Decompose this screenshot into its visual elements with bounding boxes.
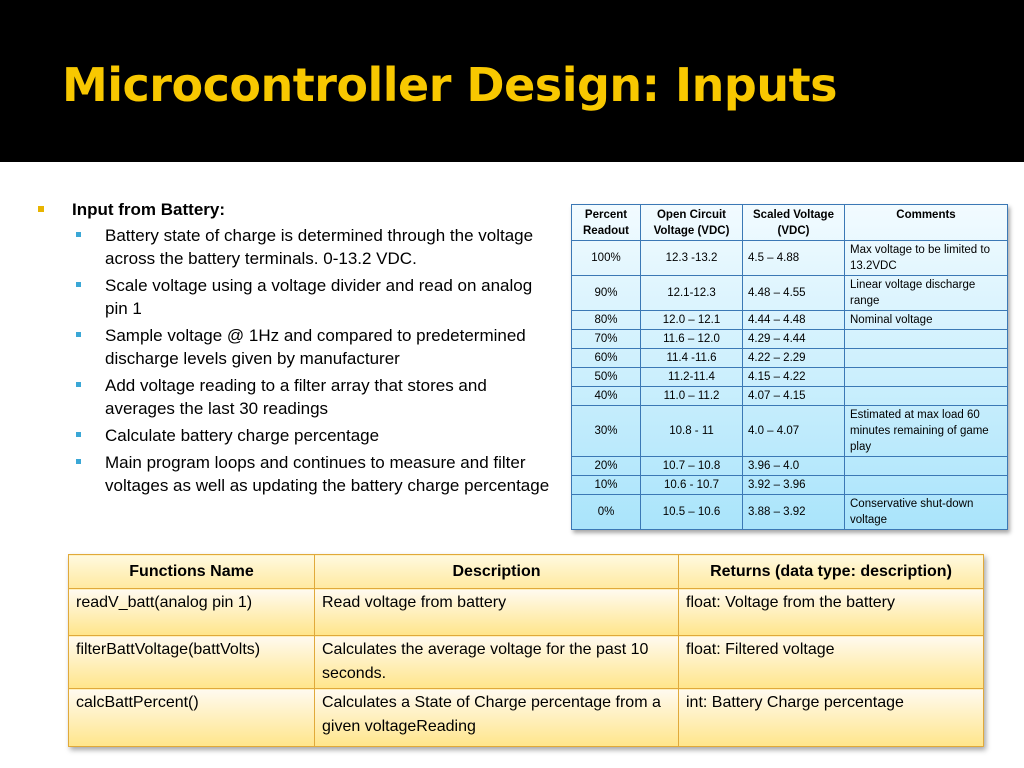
table-cell: 12.3 -13.2 <box>641 241 743 276</box>
sub-bullet-marker-icon <box>76 282 81 287</box>
table-cell: int: Battery Charge percentage <box>679 689 984 747</box>
table-cell: 3.88 – 3.92 <box>743 495 845 530</box>
table-cell: Calculates a State of Charge percentage from a given voltageReading <box>315 689 679 747</box>
table-cell: 11.4 -11.6 <box>641 349 743 368</box>
table-row <box>572 406 1008 457</box>
table-cell: 80% <box>572 311 641 330</box>
table-cell: filterBattVoltage(battVolts) <box>69 636 315 689</box>
bullet-item-text: Scale voltage using a voltage divider and read on analog pin 1 <box>105 276 533 318</box>
table-row <box>572 368 1008 387</box>
table-cell: Max voltage to be limited to 13.2VDC <box>845 241 1008 276</box>
table-header-cell: Open Circuit Voltage (VDC) <box>641 205 743 241</box>
slide-title: Microcontroller Design: Inputs <box>62 58 837 112</box>
table-cell: 10.7 – 10.8 <box>641 457 743 476</box>
table-row <box>572 495 1008 530</box>
sub-bullet-marker-icon <box>76 459 81 464</box>
table-cell: 20% <box>572 457 641 476</box>
bullet-item-text: Battery state of charge is determined through the voltage across the battery terminals. 0-13.2 VDC. <box>105 226 534 268</box>
table-cell: 40% <box>572 387 641 406</box>
bullet-item-text: Calculate battery charge percentage <box>105 426 380 445</box>
table-cell: 4.0 – 4.07 <box>743 406 845 457</box>
bullet-item <box>36 274 551 320</box>
bullet-item-text: Main program loops and continues to measure and filter voltages as well as updating the battery charge percentage <box>105 453 550 495</box>
table-header-cell: Returns (data type: description) <box>679 555 984 589</box>
table-cell <box>845 476 1008 495</box>
table-cell: 3.92 – 3.96 <box>743 476 845 495</box>
table-cell <box>845 387 1008 406</box>
table-cell: 100% <box>572 241 641 276</box>
table-row <box>572 349 1008 368</box>
table-row <box>572 330 1008 349</box>
table-cell: 4.5 – 4.88 <box>743 241 845 276</box>
table-cell: 10.5 – 10.6 <box>641 495 743 530</box>
table-cell <box>845 349 1008 368</box>
title-bar <box>0 0 1024 160</box>
bullet-item <box>36 224 551 270</box>
table-row <box>69 589 984 636</box>
table-header-cell: Functions Name <box>69 555 315 589</box>
table-cell: readV_batt(analog pin 1) <box>69 589 315 636</box>
table-cell <box>845 368 1008 387</box>
table-cell: 12.0 – 12.1 <box>641 311 743 330</box>
table-row <box>572 387 1008 406</box>
table-cell: 10.6 - 10.7 <box>641 476 743 495</box>
table-header-cell: Scaled Voltage (VDC) <box>743 205 845 241</box>
table-header-cell: Description <box>315 555 679 589</box>
table-cell: Read voltage from battery <box>315 589 679 636</box>
sub-bullet-marker-icon <box>76 432 81 437</box>
table-cell: 4.15 – 4.22 <box>743 368 845 387</box>
table-cell: 30% <box>572 406 641 457</box>
table-cell: Linear voltage discharge range <box>845 276 1008 311</box>
table-header-cell: Percent Readout <box>572 205 641 241</box>
bullet-item <box>36 324 551 370</box>
table-header-row <box>69 555 984 589</box>
bullet-item <box>36 451 551 497</box>
battery-table <box>571 204 1008 530</box>
table-cell <box>845 457 1008 476</box>
table-cell <box>845 330 1008 349</box>
table-cell: Calculates the average voltage for the past 10 seconds. <box>315 636 679 689</box>
table-cell: 90% <box>572 276 641 311</box>
table-cell: 70% <box>572 330 641 349</box>
table-cell: 11.0 – 11.2 <box>641 387 743 406</box>
table-cell: 0% <box>572 495 641 530</box>
bullet-item <box>36 424 551 447</box>
table-cell: 4.44 – 4.48 <box>743 311 845 330</box>
table-row <box>572 476 1008 495</box>
functions-table <box>68 554 984 747</box>
slide-content <box>0 162 1024 768</box>
table-row <box>69 689 984 747</box>
table-cell: 12.1-12.3 <box>641 276 743 311</box>
table-cell: 50% <box>572 368 641 387</box>
table-cell: 60% <box>572 349 641 368</box>
table-cell: 10.8 - 11 <box>641 406 743 457</box>
sub-bullet-marker-icon <box>76 232 81 237</box>
table-header-row <box>572 205 1008 241</box>
sub-bullet-marker-icon <box>76 382 81 387</box>
table-cell: Nominal voltage <box>845 311 1008 330</box>
table-cell: Conservative shut-down voltage <box>845 495 1008 530</box>
table-cell: 4.22 – 2.29 <box>743 349 845 368</box>
bullet-item-text: Add voltage reading to a filter array that stores and averages the last 30 readings <box>105 376 487 418</box>
table-cell: float: Filtered voltage <box>679 636 984 689</box>
table-cell: 4.48 – 4.55 <box>743 276 845 311</box>
table-cell: 11.2-11.4 <box>641 368 743 387</box>
bullet-item <box>36 374 551 420</box>
table-cell: 11.6 – 12.0 <box>641 330 743 349</box>
table-cell: 4.29 – 4.44 <box>743 330 845 349</box>
table-cell: 4.07 – 4.15 <box>743 387 845 406</box>
table-cell: float: Voltage from the battery <box>679 589 984 636</box>
table-cell: 10% <box>572 476 641 495</box>
sub-bullet-marker-icon <box>76 332 81 337</box>
table-row <box>572 457 1008 476</box>
bullet-item-text: Sample voltage @ 1Hz and compared to predetermined discharge levels given by manufacturer <box>105 326 526 368</box>
table-row <box>572 241 1008 276</box>
table-cell: 3.96 – 4.0 <box>743 457 845 476</box>
table-row <box>572 311 1008 330</box>
bullet-list <box>36 198 551 501</box>
bullet-heading-text: Input from Battery: <box>72 200 225 219</box>
bullet-heading <box>36 198 551 221</box>
bullet-marker-icon <box>38 206 44 212</box>
table-row <box>69 636 984 689</box>
table-cell: Estimated at max load 60 minutes remaining of game play <box>845 406 1008 457</box>
table-cell: calcBattPercent() <box>69 689 315 747</box>
table-header-cell: Comments <box>845 205 1008 241</box>
table-row <box>572 276 1008 311</box>
